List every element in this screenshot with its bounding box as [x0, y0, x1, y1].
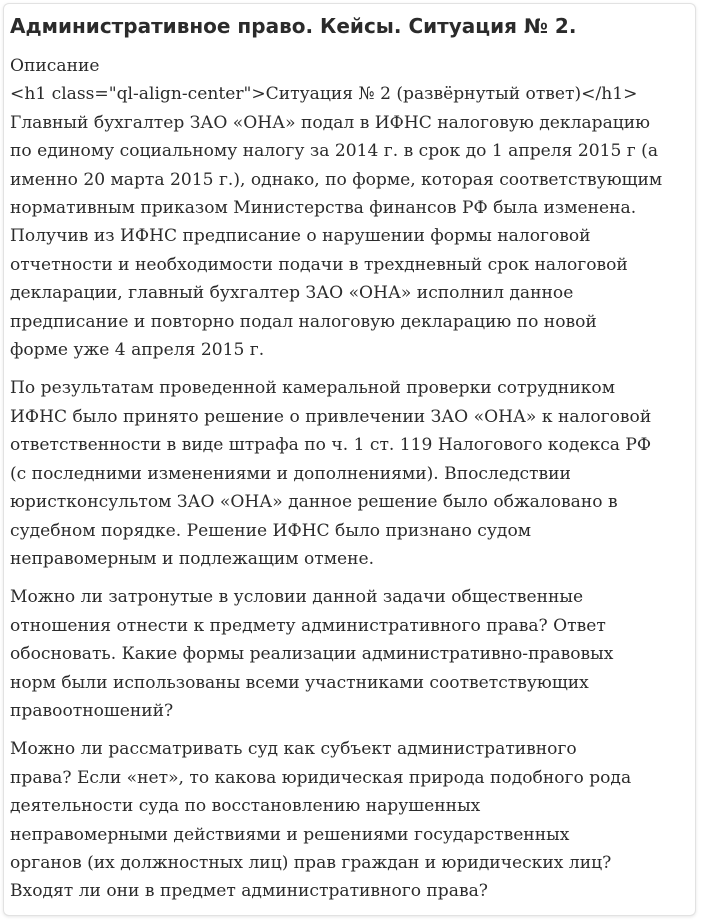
- paragraph-line: Можно ли затронутые в условии данной задачи общественные: [10, 587, 584, 608]
- paragraph-line: права? Если «нет», то какова юридическая природа подобного рода: [10, 767, 632, 788]
- paragraph-3: [10, 583, 694, 725]
- paragraph-line: неправомерными действиями и решениями государственных: [10, 824, 570, 845]
- paragraph-line: (с последними изменениями и дополнениями). Впоследствии: [10, 463, 571, 484]
- page-title: Административное право. Кейсы. Ситуация № 2.: [10, 14, 577, 38]
- paragraph-line: Входят ли они в предмет административного права?: [10, 881, 488, 902]
- description-label: [10, 52, 694, 80]
- paragraph-line: Главный бухгалтер ЗАО «ОНА» подал в ИФНС налоговую декларацию: [10, 112, 651, 133]
- paragraph-line: Можно ли рассматривать суд как субъект административного: [10, 739, 577, 760]
- document-body: [10, 52, 694, 906]
- paragraph-line: ИФНС было принято решение о привлечении ЗАО «ОНА» к налоговой: [10, 406, 652, 427]
- paragraph-line: именно 20 марта 2015 г.), однако, по форме, которая соответствующим: [10, 169, 663, 190]
- paragraph-4: [10, 735, 694, 905]
- paragraph-2: [10, 374, 694, 573]
- paragraph-line: органов (их должностных лиц) прав граждан и юридических лиц?: [10, 852, 612, 873]
- paragraph-line: отчетности и необходимости подачи в трехдневный срок налоговой: [10, 254, 628, 275]
- paragraph-line: По результатам проведенной камеральной проверки сотрудником: [10, 378, 615, 399]
- paragraph-line: по единому социальному налогу за 2014 г. в срок до 1 апреля 2015 г (а: [10, 141, 659, 162]
- paragraph-line: неправомерным и подлежащим отмене.: [10, 548, 375, 569]
- paragraph-line: юристконсультом ЗАО «ОНА» данное решение было обжаловано в: [10, 492, 618, 513]
- description-label-text: Описание: [10, 56, 100, 76]
- paragraph-line: норм были использованы всеми участниками соответствующих: [10, 672, 589, 693]
- paragraph-line: Получив из ИФНС предписание о нарушении формы налоговой: [10, 226, 591, 247]
- paragraph-line: деятельности суда по восстановлению нарушенных: [10, 796, 481, 817]
- paragraph-line: судебном порядке. Решение ИФНС было признано судом: [10, 520, 532, 541]
- paragraph-line: обосновать. Какие формы реализации административно-правовых: [10, 644, 614, 665]
- paragraph-1: [10, 80, 694, 364]
- paragraph-line: правоотношений?: [10, 700, 174, 721]
- paragraph-line: <h1 class="ql-align-center">Ситуация № 2 (развёрнутый ответ)</h1>: [10, 84, 638, 105]
- paragraph-line: декларации, главный бухгалтер ЗАО «ОНА» исполнил данное: [10, 283, 574, 304]
- paragraph-line: отношения отнести к предмету административного права? Ответ: [10, 615, 606, 636]
- paragraph-line: предписание и повторно подал налоговую декларацию по новой: [10, 311, 597, 332]
- document-card: [3, 3, 696, 916]
- paragraph-line: нормативным приказом Министерства финансов РФ была изменена.: [10, 198, 637, 219]
- paragraph-line: форме уже 4 апреля 2015 г.: [10, 340, 265, 361]
- paragraph-line: ответственности в виде штрафа по ч. 1 ст. 119 Налогового кодекса РФ: [10, 435, 652, 456]
